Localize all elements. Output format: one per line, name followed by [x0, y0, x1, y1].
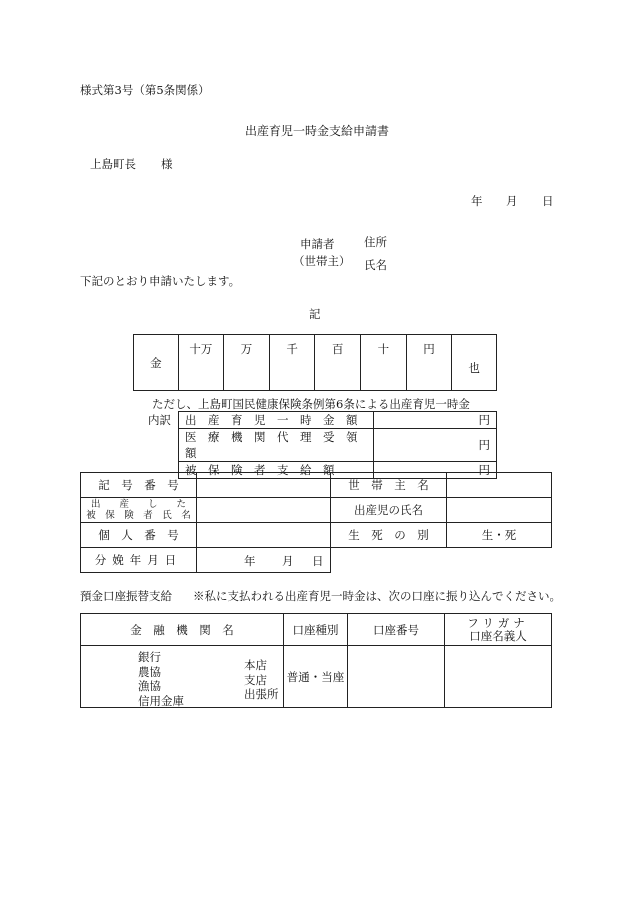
birth-month-label: 月: [282, 554, 294, 568]
breakdown-item-lump-sum: 出 産 育 児 一 時 金 額: [179, 412, 374, 429]
empty-cell: [447, 548, 552, 573]
date-year-label: 年: [471, 194, 483, 208]
birth-date-field[interactable]: [197, 548, 331, 573]
amount-digit-cell: 円: [406, 335, 452, 391]
household-head-field[interactable]: [447, 473, 552, 498]
branch-type-office: 出張所: [244, 687, 279, 701]
ki-label: 記: [309, 307, 321, 321]
alive-dead-value[interactable]: 生・死: [447, 523, 552, 548]
date-month-label: 月: [506, 194, 518, 208]
bank-heading: 預金口座振替支給: [80, 589, 172, 603]
applicant-sub-label: （世帯主）: [293, 254, 351, 268]
form-number: 様式第3号（第5条関係）: [80, 83, 210, 97]
institution-cell[interactable]: [81, 646, 284, 708]
col-holder: 口座名義人: [469, 628, 527, 643]
breakdown-label: 内訳: [148, 413, 171, 427]
symbol-number-field[interactable]: [197, 473, 331, 498]
bank-note: ※私に支払われる出産育児一時金は、次の口座に振り込んでください。: [193, 589, 561, 603]
breakdown-unit: 円: [374, 429, 497, 462]
account-type-value[interactable]: 普通・当座: [284, 646, 348, 708]
branch-type-branch: 支店: [244, 672, 267, 687]
breakdown-item-proxy: 医 療 機 関 代 理 受 領 額: [179, 429, 374, 462]
col-account-type: 口座種別: [284, 614, 348, 646]
amount-digit-cell: 百: [315, 335, 361, 391]
insured-name-label: [81, 498, 197, 523]
address-label: 住所: [364, 235, 387, 249]
applicant-label: 申請者: [300, 237, 335, 251]
insured-name-label-line2: 被 保 険 者 氏 名: [86, 510, 191, 521]
proviso-text: ただし、上島町国民健康保険条例第6条による出産育児一時金: [152, 397, 470, 411]
date-day-label: 日: [542, 194, 554, 208]
amount-table: [133, 334, 497, 391]
col-institution: 金 融 機 関 名: [81, 614, 284, 646]
symbol-number-label: 記 号 番 号: [81, 473, 197, 498]
breakdown-table: [178, 411, 497, 479]
bank-table: [80, 613, 552, 708]
col-furigana: フリガナ: [467, 615, 529, 630]
branch-type-list: [244, 658, 279, 702]
request-statement: 下記のとおり申請いたします。: [80, 274, 241, 288]
personal-number-label: 個 人 番 号: [81, 523, 197, 548]
birth-date-label: 分娩年月日: [81, 548, 197, 573]
insured-name-field[interactable]: [197, 498, 331, 523]
document-title: 出産育児一時金支給申請書: [245, 124, 390, 138]
alive-dead-label: 生 死 の 別: [331, 523, 447, 548]
amount-digit-cell: 十万: [178, 335, 224, 391]
institution-type-agri: 農協: [138, 664, 161, 679]
addressee-honorific: 様: [161, 157, 173, 171]
empty-cell: [331, 548, 447, 573]
addressee-name: 上島町長: [90, 157, 136, 171]
child-name-label: 出産児の氏名: [331, 498, 447, 523]
col-account-number: 口座番号: [348, 614, 445, 646]
info-table: [80, 472, 552, 573]
institution-type-bank: 銀行: [138, 650, 161, 664]
branch-type-main: 本店: [244, 658, 267, 672]
breakdown-item-insured: 被 保 険 者 支 給 額: [179, 462, 374, 479]
birth-day-label: 日: [312, 554, 324, 568]
institution-type-credit: 信用金庫: [138, 693, 184, 708]
amount-digit-cell: 万: [224, 335, 270, 391]
personal-number-field[interactable]: [197, 523, 331, 548]
breakdown-unit: 円: [374, 462, 497, 479]
account-holder-field[interactable]: [445, 646, 552, 708]
kin-label: 金: [134, 335, 179, 391]
ya-label: 也: [452, 335, 497, 391]
amount-digit-cell: 十: [361, 335, 407, 391]
breakdown-unit: 円: [374, 412, 497, 429]
birth-year-label: 年: [244, 554, 256, 568]
insured-name-label-line1: 出 産 し た: [90, 499, 186, 510]
household-head-label: 世 帯 主 名: [331, 473, 447, 498]
account-number-field[interactable]: [348, 646, 445, 708]
institution-type-list: [138, 650, 184, 708]
institution-type-fish: 漁協: [138, 679, 161, 693]
col-holder-header: [445, 614, 552, 646]
amount-digit-cell: 千: [269, 335, 315, 391]
name-label: 氏名: [364, 258, 387, 272]
child-name-field[interactable]: [447, 498, 552, 523]
